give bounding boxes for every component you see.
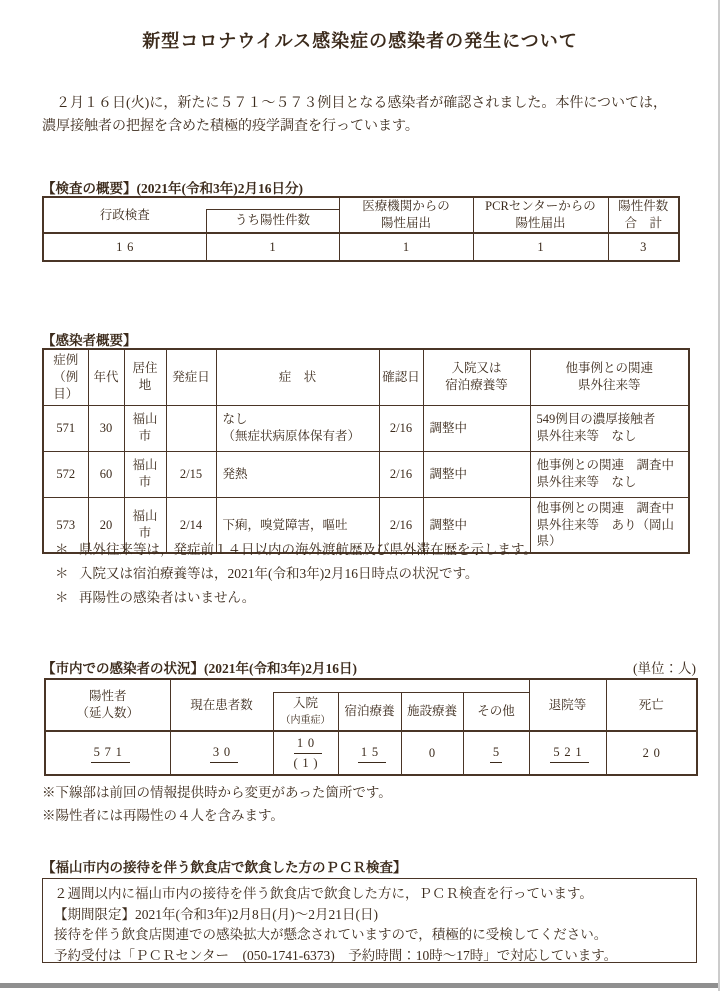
cell-onset-date: 2/15 [166, 451, 216, 497]
intro-paragraph [42, 92, 682, 138]
cell-line: 県外往来等 なし [536, 429, 637, 444]
intro-line-1: ２月１６日(火)に，新たに５７１～５７３例目となる感染者が確認されました。本件については， [42, 96, 668, 111]
pcr-info-box [42, 878, 697, 963]
cell-relation [530, 405, 689, 451]
value-current-patients [170, 731, 273, 775]
note-text: 県外往来等は，発症前１４日以内の海外渡航歴及び県外滞在歴を示します。 [79, 542, 537, 557]
cell-symptoms [216, 451, 379, 497]
city-status-heading: 【市内での感染者の状況】 [42, 661, 204, 676]
cell-confirmed-date: 2/16 [379, 497, 423, 553]
city-status-date: (2021年(令和3年)2月16日) [204, 661, 357, 676]
note-text: 再陽性の感染者はいません。 [79, 590, 256, 605]
header-administrative-positive-count: うち陽性件数 [206, 209, 339, 233]
underlined-number: 15 [358, 745, 386, 762]
note-line [42, 538, 537, 562]
cell-onset-date: 2/14 [166, 497, 216, 553]
header-positive-total [608, 197, 679, 233]
cell-onset-date [166, 405, 216, 451]
header-deaths: 死亡 [606, 679, 697, 731]
underlined-number: 10 [294, 736, 322, 753]
cell-confirmed-date: 2/16 [379, 451, 423, 497]
header-line: 合 計 [624, 216, 662, 230]
page-title: 新型コロナウイルス感染症の感染者の発生について [142, 31, 578, 51]
header-positive-cumulative [45, 679, 170, 731]
header-line: 宿泊療養等 [445, 378, 508, 393]
header-residence: 居住地 [124, 349, 166, 405]
cell-case-number: 573 [43, 497, 88, 553]
value-hospitalized [273, 731, 338, 775]
header-facility-recuperation: 施設療養 [401, 692, 463, 731]
cell-line: 他事例との関連 調査中 [536, 500, 675, 515]
header-line: 県外往来等 [577, 378, 641, 393]
number: 16 [116, 239, 139, 254]
section-heading-inspection-summary [42, 177, 303, 197]
city-status-table [44, 678, 698, 776]
value-discharged [529, 731, 606, 775]
value-administrative-positive: 1 [206, 233, 339, 261]
intro-line-2: 濃厚接触者の把握を含めた積極的疫学調査を行っています。 [42, 119, 419, 134]
value-medical-reports: 1 [339, 233, 473, 261]
header-line: （延人数） [76, 706, 139, 721]
header-hospitalization [423, 349, 530, 405]
cell-age: 20 [88, 497, 124, 553]
header-severe-sublabel: （内重症） [280, 715, 331, 727]
case-notes [42, 538, 537, 610]
cell-residence: 福山市 [124, 497, 166, 553]
cases-overview-table [42, 348, 690, 554]
header-line: 入院 [292, 695, 318, 710]
note-line: ※下線部は前回の情報提供時から変更があった箇所です。 [42, 785, 392, 800]
value-pcr-reports: 1 [473, 233, 608, 261]
section-heading-pcr-test [42, 856, 407, 876]
case-row-572 [43, 451, 689, 497]
header-line: 陽性届出 [380, 216, 431, 230]
cell-case-number: 571 [43, 405, 88, 451]
cell-line: 県外往来等 あり（岡山県） [536, 517, 675, 549]
cell-line: 他事例との関連 調査中 [536, 458, 675, 473]
inspection-summary-heading: 【検査の概要】 [42, 181, 137, 196]
header-hotel-recuperation: 宿泊療養 [338, 692, 401, 731]
number: 20 [642, 745, 665, 760]
section-heading-city-status [42, 657, 696, 677]
header-discharged: 退院等 [529, 679, 606, 731]
header-line: 入院又は [451, 361, 502, 376]
header-case-number [43, 349, 88, 405]
note-text: 入院又は宿泊療養等は，2021年(令和3年)2月16日時点の状況です。 [79, 566, 479, 581]
header-onset-date: 発症日 [166, 349, 216, 405]
cell-line: 発熱 [222, 466, 248, 481]
inspection-summary-table [42, 196, 680, 262]
pcr-line-4: 予約受付は「ＰＣＲセンター (050-1741-6373) 予約時間：10時～17時」で対応しています。 [54, 947, 618, 963]
header-line: 他事例との関連 [565, 361, 653, 376]
section-heading-cases-overview [42, 329, 137, 349]
value-deaths [606, 731, 697, 775]
cases-heading: 【感染者概要】 [42, 333, 137, 348]
header-pcr-center-reports [473, 197, 608, 233]
pcr-heading: 【福山市内の接待を伴う飲食店で飲食した方のＰＣＲ検査】 [42, 860, 407, 875]
header-line: 陽性者 [88, 689, 127, 704]
header-line: （例目） [53, 369, 79, 401]
page-bottom-edge [0, 983, 718, 988]
cell-residence: 福山市 [124, 405, 166, 451]
cell-residence: 福山市 [124, 451, 166, 497]
header-current-patients: 現在患者数 [170, 679, 273, 731]
underlined-number: 571 [91, 745, 130, 762]
header-line: 陽性件数 [618, 199, 669, 214]
case-row-571 [43, 405, 689, 451]
header-confirmed-date: 確認日 [379, 349, 423, 405]
header-administrative-merge-area [206, 197, 339, 209]
header-symptoms: 症 状 [216, 349, 379, 405]
pcr-line-1: ２週間以内に福山市内の接待を伴う飲食店で飲食した方に，ＰＣＲ検査を行っています。 [54, 886, 593, 901]
number: 0 [428, 745, 436, 760]
cell-case-number: 572 [43, 451, 88, 497]
cell-hospitalization: 調整中 [423, 405, 530, 451]
cell-hospitalization: 調整中 [423, 451, 530, 497]
header-line: 症例 [53, 353, 79, 367]
header-relation [530, 349, 689, 405]
inspection-summary-date: (2021年(令和3年)2月16日分) [136, 181, 303, 196]
note-line [42, 586, 537, 610]
header-hospitalized [273, 692, 338, 731]
value-other [463, 731, 529, 775]
note-bullet: ＊ [55, 566, 69, 581]
value-facility [401, 731, 463, 775]
status-notes [42, 781, 392, 827]
note-bullet: ＊ [55, 590, 69, 605]
cell-confirmed-date: 2/16 [379, 405, 423, 451]
header-medical-institution-reports [339, 197, 473, 233]
value-hotel [338, 731, 401, 775]
header-current-patients-merge-area [273, 679, 529, 692]
cell-relation [530, 451, 689, 497]
unit-label: (単位：人) [633, 661, 696, 676]
underlined-number: 5 [490, 745, 502, 762]
underlined-number: 521 [550, 745, 589, 762]
note-line: ※陽性者には再陽性の４人を含みます。 [42, 808, 284, 823]
cell-line: なし [222, 412, 248, 427]
value-positive-cumulative [45, 731, 170, 775]
cell-relation [530, 497, 689, 553]
value-administrative-inspections [43, 233, 206, 261]
number: (1) [293, 755, 323, 770]
underlined-number: 30 [210, 745, 238, 762]
cell-age: 60 [88, 451, 124, 497]
cell-line: （無症状病原体保有者） [222, 429, 361, 444]
pcr-line-3: 接待を伴う飲食店関連での感染拡大が懸念されていますので，積極的に受検してください。 [54, 927, 608, 942]
header-line: PCRセンターからの [485, 199, 596, 214]
cell-line: 県外往来等 なし [536, 475, 637, 490]
cell-line: 下痢，嗅覚障害，嘔吐 [222, 517, 348, 532]
header-age: 年代 [88, 349, 124, 405]
header-line: 医療機関からの [362, 199, 450, 214]
note-line [42, 562, 537, 586]
note-bullet: ＊ [55, 542, 69, 557]
cell-line: 549例目の濃厚接触者 [536, 412, 656, 427]
pcr-line-2: 【期間限定】2021年(令和3年)2月8日(月)～2月21日(日) [54, 906, 378, 922]
header-other: その他 [463, 692, 529, 731]
header-administrative-inspection: 行政検査 [43, 197, 206, 233]
header-line: 陽性届出 [515, 216, 566, 230]
hospitalized-count [276, 734, 336, 753]
severe-count [276, 754, 336, 773]
cell-symptoms [216, 405, 379, 451]
value-positive-total: 3 [608, 233, 679, 261]
cell-hospitalization: 調整中 [423, 497, 530, 553]
cell-age: 30 [88, 405, 124, 451]
